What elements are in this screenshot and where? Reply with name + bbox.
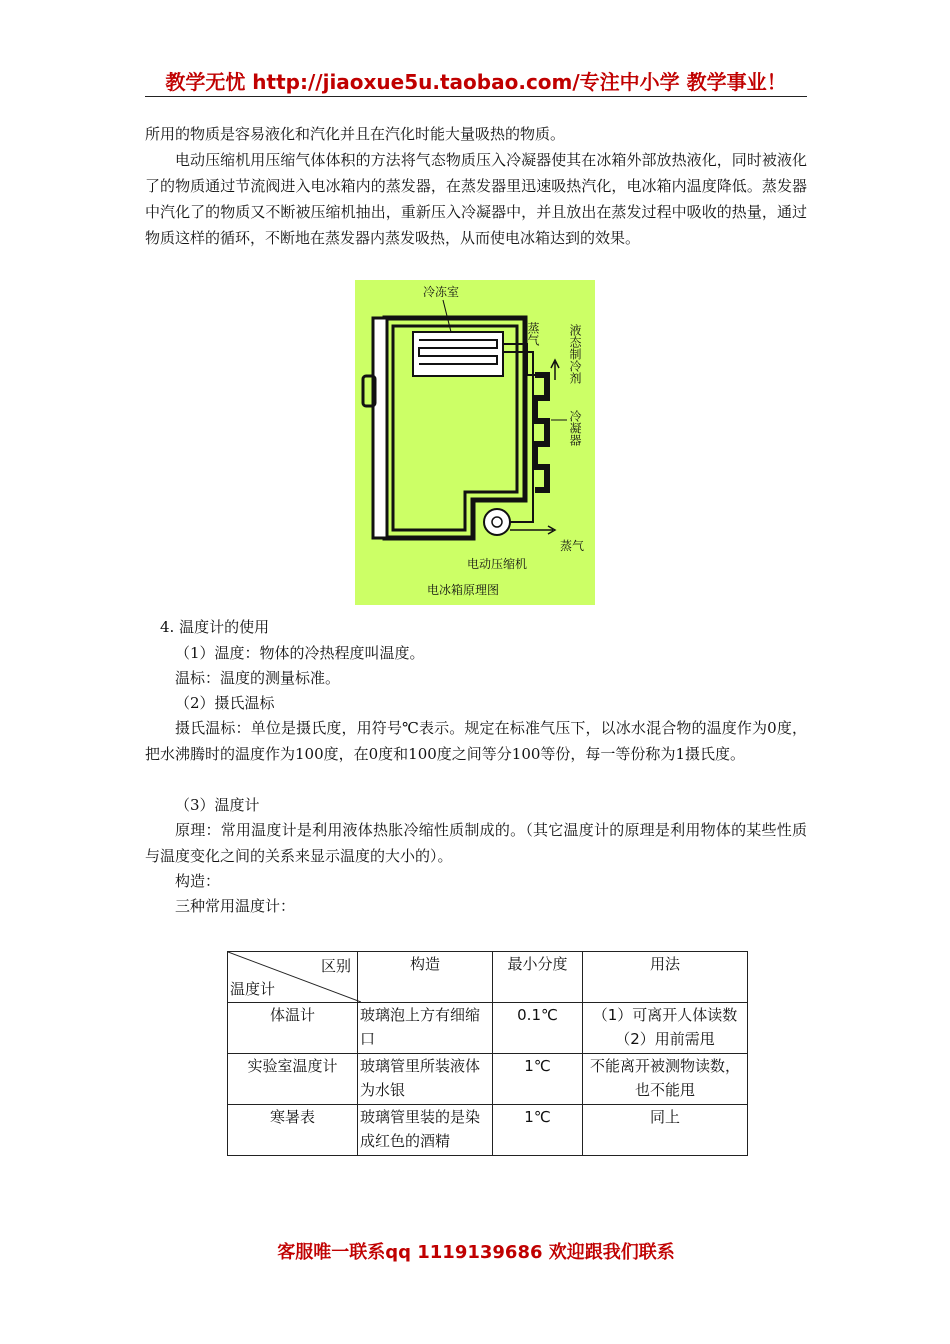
flow-arrow-right (510, 526, 555, 534)
three-types-label: 三种常用温度计： (175, 897, 296, 915)
table-row (228, 1003, 748, 1054)
table-cell-usage (583, 1105, 748, 1156)
item-temperature: （1）温度：物体的冷热程度叫温度。 (175, 644, 425, 662)
label-vapor-bottom: 蒸气 (560, 539, 585, 553)
item-scale: 温标：温度的测量标准。 (175, 669, 341, 687)
table-cell-structure: 玻璃管里所装液体为水银 (358, 1054, 493, 1105)
table-cell-structure: 玻璃泡上方有细缩口 (358, 1003, 493, 1054)
table-cell-name: 实验室温度计 (228, 1054, 358, 1105)
table-header: 用法 (583, 952, 748, 1003)
usage-line: （1）可离开人体读数 (592, 1006, 738, 1024)
intro-line: 所用的物质是容易液化和汽化并且在汽化时能大量吸热的物质。 (145, 125, 566, 143)
table-cell-division: 0.1℃ (493, 1003, 583, 1054)
usage-line: 不能离开被测物读数， (589, 1057, 740, 1075)
corner-top-label: 区别 (320, 957, 351, 975)
header-banner: 教学无忧 http://jiaoxue5u.taobao.com/专注中小学 教学事业！ (165, 70, 787, 94)
table-cell-division: 1℃ (493, 1054, 583, 1105)
principle-paragraph: 原理：常用温度计是利用液体热胀冷缩性质制成的。（其它温度计的原理是利用物体的某些性质与温度变化之间的关系来显示温度的大小的）。 (145, 821, 807, 865)
header-divider (145, 96, 807, 97)
table-cell-usage (583, 1054, 748, 1105)
table-row (228, 1105, 748, 1156)
freezer-box (413, 332, 503, 376)
fridge-diagram (355, 280, 595, 605)
footer-contact: 客服唯一联系qq 1119139686 欢迎跟我们联系 (277, 1242, 675, 1263)
usage-line: 也不能甩 (634, 1081, 695, 1099)
item-thermometer-heading: （3）温度计 (175, 796, 260, 814)
compressor-motor (484, 509, 510, 535)
item-celsius-heading: （2）摄氏温标 (175, 694, 275, 712)
diagram-caption: 电冰箱原理图 (427, 583, 500, 597)
table-cell-structure: 玻璃管里装的是染成红色的酒精 (358, 1105, 493, 1156)
table-cell-name: 体温计 (228, 1003, 358, 1054)
section-title: 4. 温度计的使用 (160, 618, 270, 636)
usage-line: 同上 (649, 1108, 680, 1126)
label-freezer: 冷冻室 (423, 285, 460, 299)
label-liquid-refrigerant: 液态制冷剂 (568, 324, 582, 384)
table-corner-cell (228, 952, 358, 1003)
table-row (228, 1054, 748, 1105)
table-cell-usage (583, 1003, 748, 1054)
door (373, 318, 387, 538)
table-cell-division: 1℃ (493, 1105, 583, 1156)
label-compressor: 电动压缩机 (467, 557, 528, 571)
thermometer-table (227, 951, 748, 1156)
label-condenser: 冷凝器 (568, 410, 582, 446)
corner-bottom-label: 温度计 (230, 980, 276, 998)
table-header-row (228, 952, 748, 1003)
intro-paragraph: 电动压缩机用压缩气体体积的方法将气态物质压入冷凝器使其在冰箱外部放热液化，同时被液化了的物质通过节流阀进入电冰箱内的蒸发器，在蒸发器里迅速吸热汽化，电冰箱内温度降低。蒸发器中汽化了的物质又不断被压缩机抽出，重新压入冷凝器中，并且放出在蒸发过程中吸收的热量，通过物质这样的循环，不断地在蒸发器内蒸发吸热，从而使电冰箱达到的效果。 (145, 151, 807, 247)
structure-label: 构造： (175, 872, 221, 890)
vapor-pipe (503, 344, 540, 375)
flow-arrow-up (551, 360, 559, 380)
table-cell-name: 寒暑表 (228, 1105, 358, 1156)
table-header: 最小分度 (493, 952, 583, 1003)
label-vapor-top: 蒸气 (526, 322, 540, 346)
celsius-paragraph: 摄氏温标：单位是摄氏度，用符号℃表示。规定在标准气压下，以冰水混合物的温度作为0度，把水沸腾时的温度作为100度，在0度和100度之间等分100等份，每一等份称为1摄氏度。 (145, 719, 807, 763)
condenser-coil (535, 375, 547, 490)
usage-line: （2）用前需甩 (615, 1030, 715, 1048)
table-header: 构造 (358, 952, 493, 1003)
